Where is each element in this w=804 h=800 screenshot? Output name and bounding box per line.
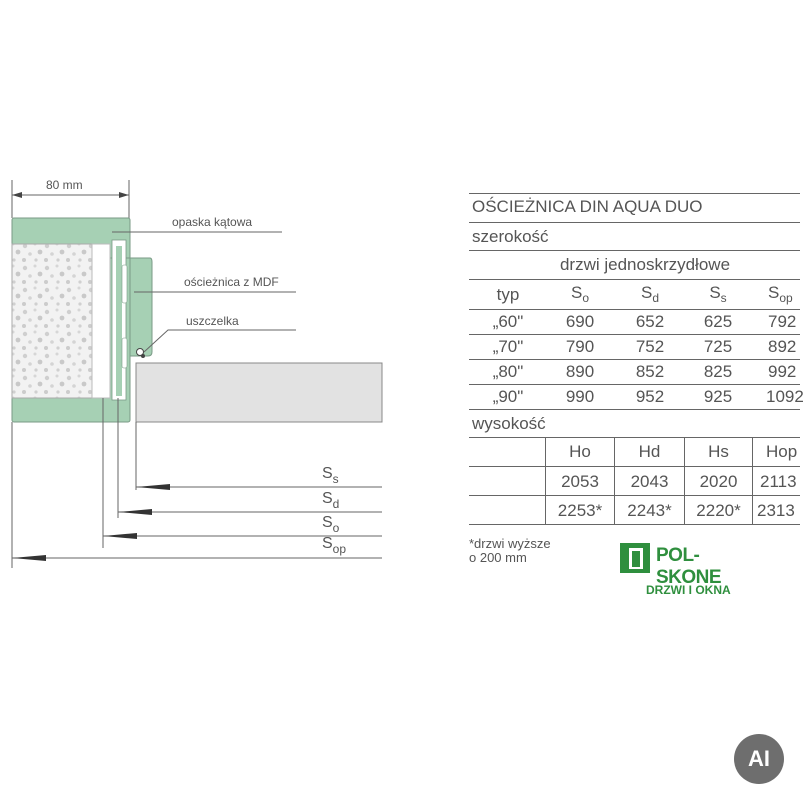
logo-name: POL-SKONE xyxy=(656,545,722,588)
row-value: 752 xyxy=(635,337,665,356)
dimension-so xyxy=(103,514,382,539)
row-value: 825 xyxy=(703,362,733,381)
col-header-hs: Hs xyxy=(708,442,729,461)
callout-label-opaska: opaska kątowa xyxy=(172,215,253,229)
dimension-label-so: $S_o$ xyxy=(322,514,340,535)
dimension-ss xyxy=(136,465,382,490)
frame-cross-section-diagram xyxy=(0,0,460,600)
dimension-sd xyxy=(118,490,382,515)
col-header-hd: Hd xyxy=(638,442,661,461)
door-leaf xyxy=(136,363,382,422)
col-header-ho: Ho xyxy=(569,442,591,461)
width-dimension xyxy=(12,178,129,218)
row-value: 952 xyxy=(635,387,665,406)
callout-opaska xyxy=(112,215,282,232)
dimension-label-sop: $S_{op}$ xyxy=(322,535,347,556)
col-header-so: $S_o$ xyxy=(570,283,590,305)
col-header-sd: $S_d$ xyxy=(640,283,660,305)
row-value: 690 xyxy=(565,312,595,331)
row-value: 725 xyxy=(703,337,733,356)
row-value: 2020 xyxy=(699,472,738,491)
row-type: „90" xyxy=(492,387,524,406)
callout-label-frame: ościeżnica z MDF xyxy=(184,275,279,289)
logo-tagline: DRZWI I OKNA xyxy=(646,583,731,597)
row-value: 2313 xyxy=(757,501,795,520)
row-value: 625 xyxy=(703,312,733,331)
row-type: „80" xyxy=(492,362,524,381)
col-header-hop: Hop xyxy=(766,442,798,461)
row-type: „60" xyxy=(492,312,524,331)
row-value: 2220* xyxy=(696,501,741,520)
row-value: 2053 xyxy=(561,472,599,491)
row-value: 1092 xyxy=(766,387,804,406)
callout-label-seal: uszczelka xyxy=(186,314,239,328)
callout-seal xyxy=(144,314,296,352)
row-value: 852 xyxy=(635,362,665,381)
row-type: „70" xyxy=(492,337,524,356)
ai-badge[interactable]: AI xyxy=(734,734,784,784)
col-header-ss: $S_s$ xyxy=(709,283,727,305)
row-value: 2113 xyxy=(760,472,797,491)
row-value: 2043 xyxy=(630,472,669,491)
pol-skone-logo xyxy=(620,543,760,603)
row-value: 790 xyxy=(565,337,595,356)
row-value: 992 xyxy=(768,362,797,381)
row-value: 792 xyxy=(768,312,797,331)
footnote-line-2: o 200 mm xyxy=(469,550,527,565)
footnote xyxy=(469,537,551,565)
footnote-line-1: *drzwi wyższe xyxy=(469,536,551,551)
row-value: 990 xyxy=(565,387,595,406)
table-title: OŚCIEŻNICA DIN AQUA DUO xyxy=(472,197,703,216)
row-value: 2253* xyxy=(557,501,603,520)
height-section-label: wysokość xyxy=(472,414,546,433)
row-value: 890 xyxy=(565,362,595,381)
dimension-label-sd: $S_d$ xyxy=(322,490,340,511)
door-icon xyxy=(620,543,650,573)
col-header-sop: $S_{op}$ xyxy=(768,283,793,305)
callout-frame xyxy=(134,275,296,292)
door-type-label: drzwi jednoskrzydłowe xyxy=(559,255,731,274)
dimension-label-ss: $S_s$ xyxy=(322,465,339,486)
dimension-sop xyxy=(12,535,382,561)
row-value: 652 xyxy=(635,312,665,331)
row-value: 2243* xyxy=(627,501,672,520)
width-dimension-label: 80 mm xyxy=(46,178,83,192)
wall-section xyxy=(12,244,110,398)
type-header: typ xyxy=(496,285,520,304)
row-value: 892 xyxy=(768,337,797,356)
row-value: 925 xyxy=(703,387,733,406)
width-section-label: szerokość xyxy=(472,227,549,246)
